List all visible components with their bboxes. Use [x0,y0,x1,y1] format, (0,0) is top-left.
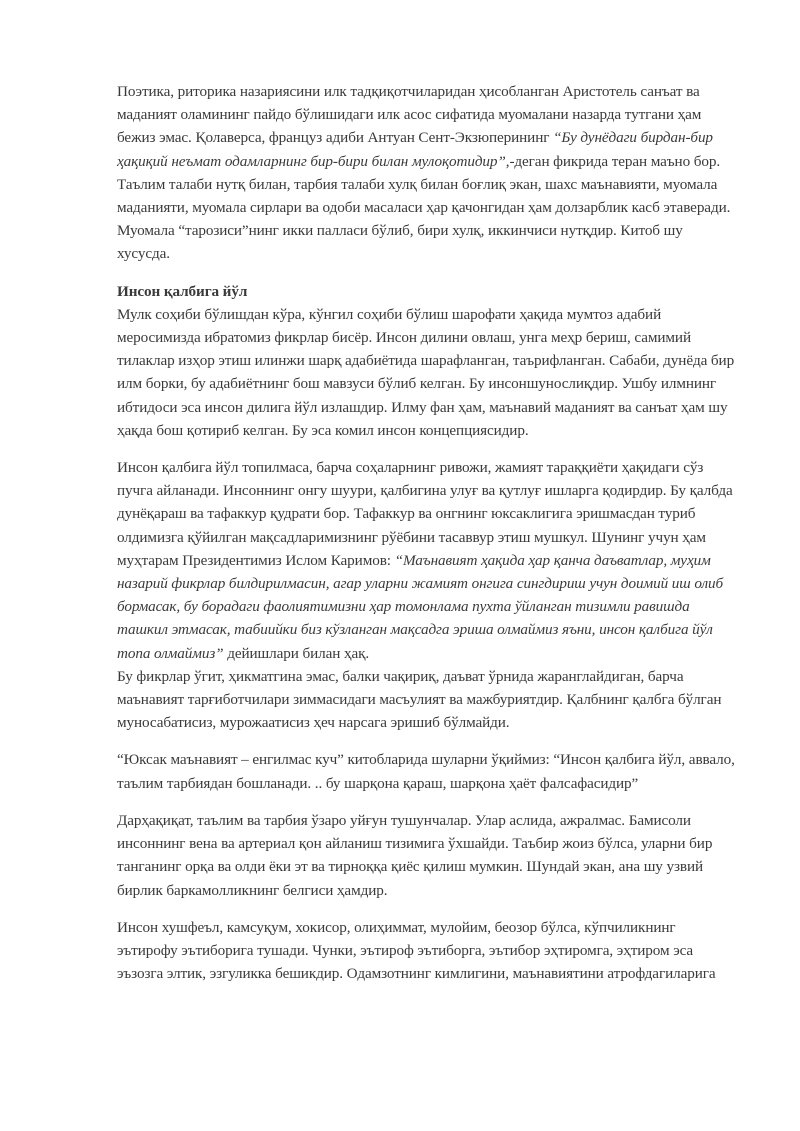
paragraph-7: Инсон хушфеъл, камсуқум, хокисор, олиҳиммат, мулойим, беозор бўлса, кўпчиликнинг эътирофу эътиборига тушади. Чунки, эътироф эътиборга, эътибор эҳтиромга, эҳтиром эса эъзозга элтик, эзгуликка бешикдир. Одамзотнинг кимлигини, маънавиятини атрофдагиларига [117,918,716,983]
paragraph-3-text-a: Инсон қалбига йўл топилмаса, барча соҳаларнинг ривожи, жамият тараққиёти ҳақидаги сўз пучга айланади. Инсоннинг онгу шуури, қалбигина улуғ ва қутлуғ ишларга қодирдир. Бу қалбда дунёқараш ва тафаккур қудрати бор. Тафаккур ва онгнинг юксаклигига эришмасдан туриб олдимизга қўйилган мақсадларимизнинг рўёбини тасаввур этиш мушкул. Шунинг учун ҳам муҳтарам Президентимиз Ислом Каримов: [117,459,733,569]
paragraph-intro-text-b: ,-деган фикрида теран маъно бор. Таълим талаби нутқ билан, тарбия талаби хулқ билан боғлиқ экан, шахс маънавияти, муомала маданияти, муомала сирлари ва одоби масаласи ҳар қачонгидан ҳам долзарблик касб этаверади. Муомала “тарозиси”нинг икки палласи бўлиб, бири хулқ, иккинчиси нутқдир. Китоб шу хусусда. [117,152,731,263]
paragraph-intro [117,80,735,266]
paragraph-4: Бу фикрлар ўгит, ҳикматгина эмас, балки чақириқ, даъват ўрнида жаранглайдиган, барча маънавият тарғиботчилари зиммасидаги масъулият ва мажбуриятдир. Қалбнинг қалбга бўлган муносабатисиз, мурожаатисиз ҳеч нарсага эришиб бўлмайди. [117,667,722,732]
paragraph-5: “Юксак маънавият – енгилмас куч” китобларида шуларни ўқиймиз: “Инсон қалбига йўл, аввало, таълим тарбиядан бошланади. .. бу шарқона қараш, шарқона ҳаёт фалсафасидир” [117,751,735,792]
paragraph-intro-quote: “Бу дунёдаги бирдан-бир ҳақиқий неъмат одамларнинг бир-бири билан мулоқотидир” [117,129,713,170]
document-page [117,80,735,999]
paragraph-3 [117,456,735,665]
paragraph-6: Дарҳақиқат, таълим ва тарбия ўзаро уйғун тушунчалар. Улар аслида, ажралмас. Бамисоли инсоннинг вена ва артериал қон айланиш тизимига ўхшайди. Таъбир жоиз бўлса, уларни бир тангaнинг орқа ва олди ёки эт ва тирноққа қиёс қилиш мумкин. Шундай экан, ана шу узвий бирлик баркамолликнинг белгиси ҳамдир. [117,811,713,899]
paragraph-3-quote: “Маънавият ҳақида ҳар қанча даъватлар, муҳим назарий фикрлар билдирилмасин, агар уларни жамият онгига сингдириш учун доимий иш олиб бормасак, бу борадаги фаолиятимизни ҳар томонлама пухта ўйланган тизимли равишда ташкил этмасак, табиийки биз кўзланган мақсадга эриша олмаймиз яъни, инсон қалбига йўл топа олмаймиз” [117,551,724,662]
section-heading: Инсон қалбига йўл [117,282,248,300]
paragraph-2: Мулк соҳиби бўлишдан кўра, кўнгил соҳиби бўлиш шарофати ҳақида мумтоз адабий меросимизда ибратомиз фикрлар бисёр. Инсон дилини овлаш, унга меҳр бериш, самимий тилаклар изҳор этиш илинжи шарқ адабиётида шарафланган, таърифланган. Сабаби, дунёда бир илм борки, бу адабиётнинг бош мавзуси бўлиб келган. Бу инсоншунослиқдир. Ушбу илмнинг ибтидоси эса инсон дилига йўл излашдир. Илму фан ҳам, маънавий маданият ва санъат ҳам шу ҳақда бош қотириб келган. Бу эса комил инсон концепциясидир. [117,305,735,439]
paragraph-intro-text-a: Поэтика, риторика назариясини илк тадқиқотчиларидан ҳисобланган Аристотель санъат ва маданият оламининг пайдо бўлишидаги илк асос сифатида муомалани назарда тутгани ҳам бежиз эмас. Қолаверса, француз адиби Антуан Сент-Экзюперининг [117,83,702,147]
paragraph-3-text-b: дейишлари билан ҳақ. [223,644,370,662]
